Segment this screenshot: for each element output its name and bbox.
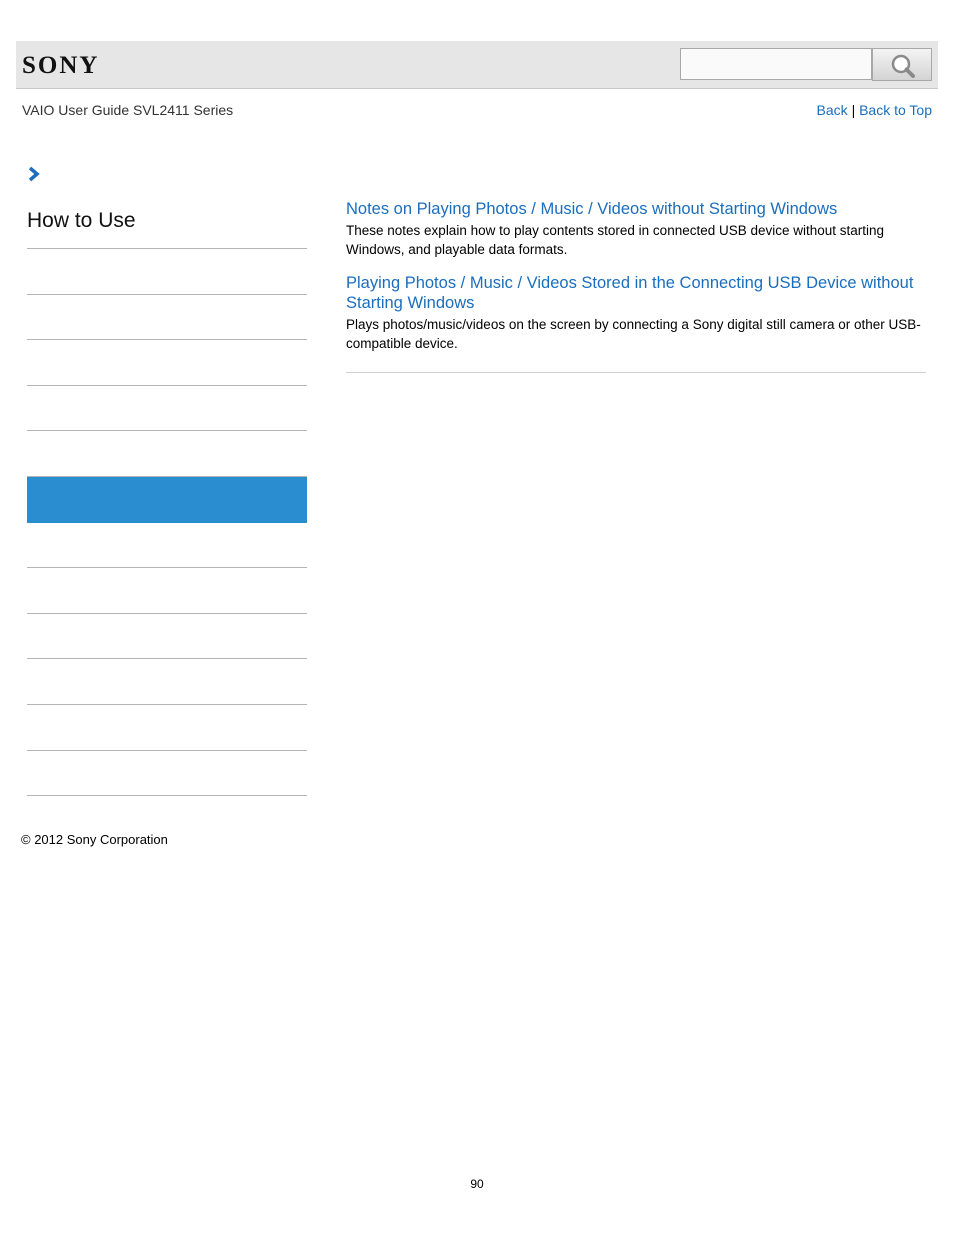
topic-description: These notes explain how to play contents stored in connected USB device without starting Windows, and playable data formats. (346, 223, 885, 257)
sidebar-item[interactable] (27, 431, 307, 477)
sidebar-item[interactable] (27, 751, 307, 797)
site-header (16, 41, 938, 89)
topic-description: Plays photos/music/videos on the screen by connecting a Sony digital still camera or other USB-compatible device. (346, 317, 921, 351)
sidebar-item[interactable] (27, 340, 307, 386)
sidebar-item[interactable] (27, 614, 307, 660)
sidebar-item-active[interactable] (27, 477, 307, 523)
page-number: 90 (470, 1177, 484, 1191)
sidebar (27, 205, 307, 796)
sidebar-item[interactable] (27, 568, 307, 614)
sony-logo: SONY (22, 52, 100, 79)
topic-item (346, 273, 926, 353)
search-input[interactable] (680, 48, 872, 80)
main-content (346, 199, 926, 367)
top-nav-links (817, 102, 932, 118)
topic-link[interactable]: Playing Photos / Music / Videos Stored in the Connecting USB Device without Starting Windows (346, 274, 914, 312)
sidebar-item[interactable] (27, 295, 307, 341)
sidebar-item[interactable] (27, 386, 307, 432)
topic-item (346, 199, 926, 259)
content-divider (346, 372, 926, 373)
sidebar-title: How to Use (27, 205, 307, 249)
back-to-top-link[interactable]: Back to Top (859, 102, 932, 118)
copyright: © 2012 Sony Corporation (21, 832, 168, 847)
search-button[interactable] (872, 48, 932, 81)
topic-link[interactable]: Notes on Playing Photos / Music / Videos without Starting Windows (346, 200, 838, 218)
sidebar-item[interactable] (27, 705, 307, 751)
back-link[interactable]: Back (816, 102, 848, 118)
nav-separator: | (851, 102, 856, 118)
magnifier-icon (890, 53, 916, 79)
breadcrumb (27, 166, 41, 187)
sidebar-item[interactable] (27, 249, 307, 295)
guide-title: VAIO User Guide SVL2411 Series (22, 102, 234, 118)
sidebar-item[interactable] (27, 659, 307, 705)
sidebar-item[interactable] (27, 523, 307, 569)
chevron-right-icon (27, 166, 41, 182)
